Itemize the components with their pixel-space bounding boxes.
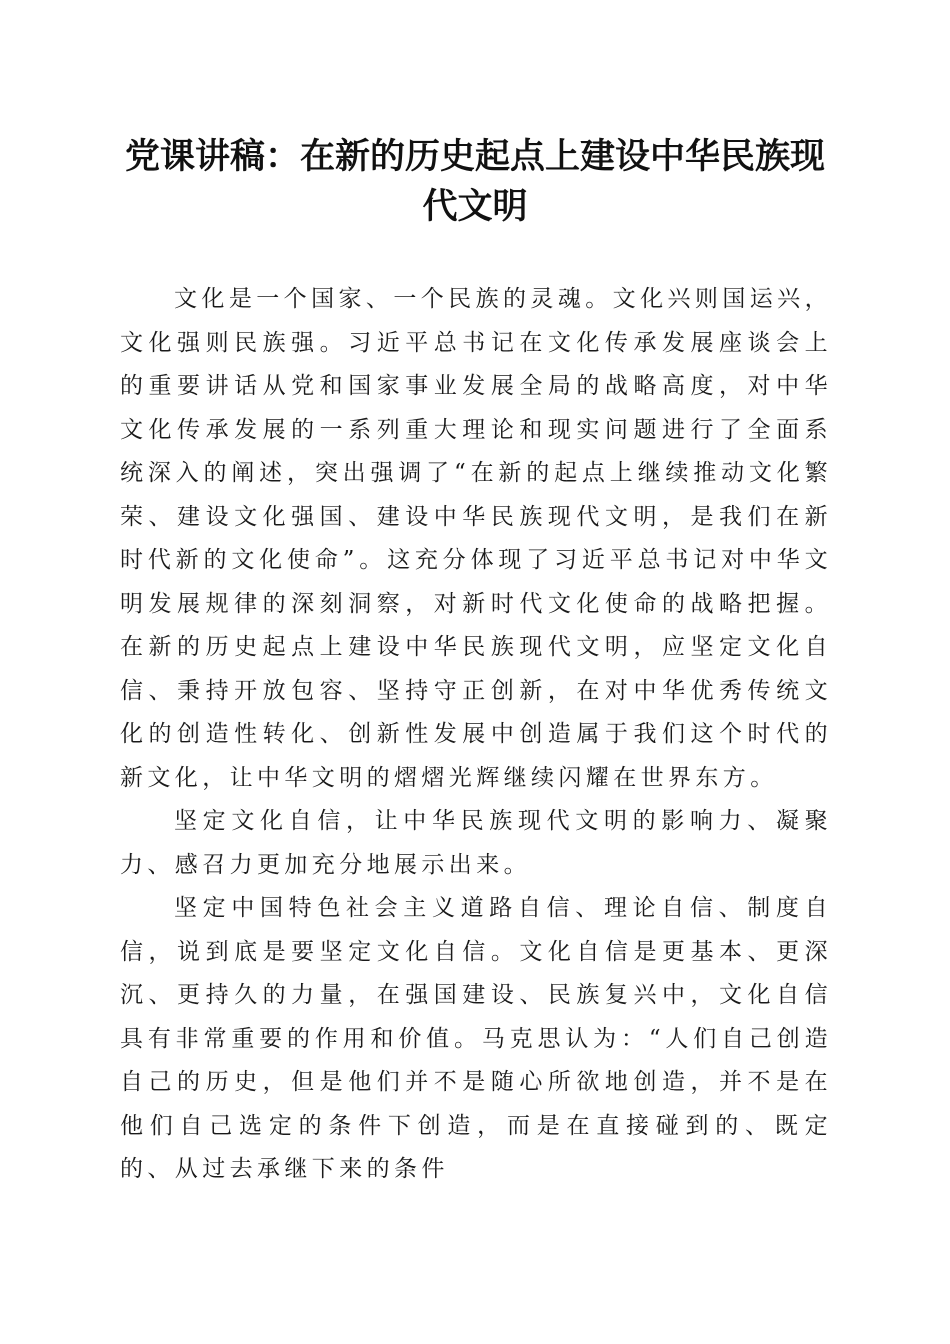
document-body — [120, 278, 832, 1192]
paragraph-intro: 文化是一个国家、一个民族的灵魂。文化兴则国运兴，文化强则民族强。习近平总书记在文化传承发展座谈会上的重要讲话从党和国家事业发展全局的战略高度，对中华文化传承发展的一系列重大理论和现实问题进行了全面系统深入的阐述，突出强调了“在新的起点上继续推动文化繁荣、建设文化强国、建设中华民族现代文明，是我们在新时代新的文化使命”。这充分体现了习近平总书记对中华文明发展规律的深刻洞察，对新时代文化使命的战略把握。在新的历史起点上建设中华民族现代文明，应坚定文化自信、秉持开放包容、坚持守正创新，在对中华优秀传统文化的创造性转化、创新性发展中创造属于我们这个时代的新文化，让中华文明的熠熠光辉继续闪耀在世界东方。 — [120, 286, 832, 791]
document-title — [110, 132, 840, 232]
paragraph-section-heading: 坚定文化自信，让中华民族现代文明的影响力、凝聚力、感召力更加充分地展示出来。 — [120, 808, 832, 878]
paragraph-confidence: 坚定中国特色社会主义道路自信、理论自信、制度自信，说到底是要坚定文化自信。文化自信是更基本、更深沉、更持久的力量，在强国建设、民族复兴中，文化自信具有非常重要的作用和价值。马克思认为：“人们自己创造自己的历史，但是他们并不是随心所欲地创造，并不是在他们自己选定的条件下创造，而是在直接碰到的、既定的、从过去承继下来的条件 — [120, 895, 832, 1182]
title-line-1: 党课讲稿：在新的历史起点上建设中华民族现 — [124, 136, 825, 177]
title-line-2: 代文明 — [422, 186, 528, 227]
